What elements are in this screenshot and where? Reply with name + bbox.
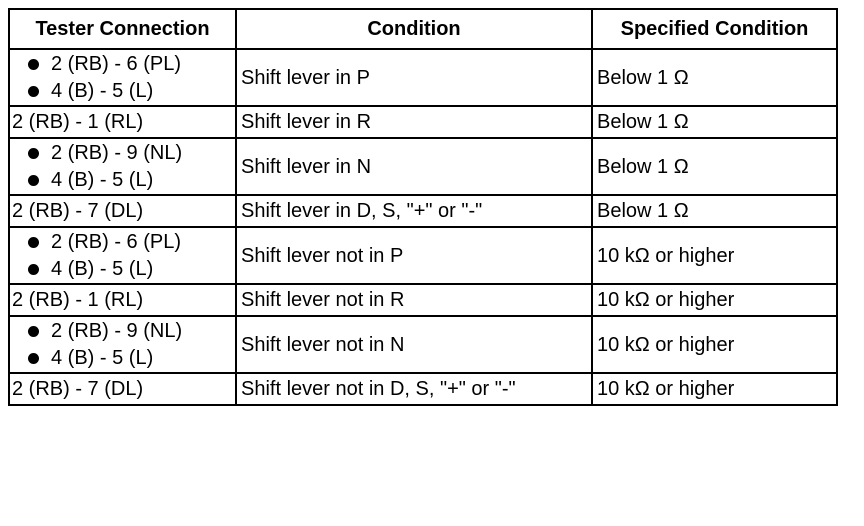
connection-text: 4 (B) - 5 (L) [51,258,154,280]
table-body [9,49,837,405]
condition-cell: Shift lever in D, S, "+" or "-" [236,195,592,227]
condition-cell: Shift lever in N [236,138,592,195]
tester-connection-cell [9,49,236,106]
connection-item [28,229,231,256]
tester-connection-cell [9,106,236,138]
table-header [9,9,837,49]
table-row [9,316,837,373]
connection-text: 2 (RB) - 1 (RL) [12,111,144,133]
connection-list [14,51,231,105]
bullet-dot-icon [28,175,39,186]
connection-item [28,51,231,78]
specified-condition-cell: 10 kΩ or higher [592,227,837,284]
connection-text: 4 (B) - 5 (L) [51,347,154,369]
table-row [9,373,837,405]
connection-text: 2 (RB) - 6 (PL) [51,53,182,75]
connection-item [28,345,231,372]
condition-cell: Shift lever in R [236,106,592,138]
header-row [9,9,837,49]
bullet-dot-icon [28,59,39,70]
table-row [9,106,837,138]
connection-text: 2 (RB) - 9 (NL) [51,142,183,164]
specified-condition-cell: 10 kΩ or higher [592,373,837,405]
tester-connection-cell [9,138,236,195]
connection-text: 4 (B) - 5 (L) [51,169,154,191]
table-row [9,227,837,284]
connection-item [28,167,231,194]
header-specified-condition: Specified Condition [592,9,837,49]
connection-item [28,256,231,283]
tester-connection-cell [9,373,236,405]
table-row [9,49,837,106]
condition-cell: Shift lever not in P [236,227,592,284]
specified-condition-cell: Below 1 Ω [592,138,837,195]
condition-cell: Shift lever not in R [236,284,592,316]
connection-list [14,229,231,283]
connection-text: 2 (RB) - 1 (RL) [12,289,144,311]
connection-item [28,140,231,167]
bullet-dot-icon [28,326,39,337]
tester-connection-cell [9,316,236,373]
condition-cell: Shift lever not in D, S, "+" or "-" [236,373,592,405]
specified-condition-cell: 10 kΩ or higher [592,316,837,373]
specified-condition-cell: Below 1 Ω [592,49,837,106]
tester-connection-cell [9,195,236,227]
connection-text: 2 (RB) - 9 (NL) [51,320,183,342]
connection-list [14,318,231,372]
connection-text: 2 (RB) - 7 (DL) [12,200,144,222]
table-row [9,195,837,227]
specified-condition-cell: Below 1 Ω [592,106,837,138]
bullet-dot-icon [28,353,39,364]
spec-table [8,8,838,406]
connection-list [14,140,231,194]
connection-item [28,318,231,345]
header-condition: Condition [236,9,592,49]
table-row [9,138,837,195]
bullet-dot-icon [28,264,39,275]
tester-connection-cell [9,227,236,284]
connection-item [28,78,231,105]
specified-condition-cell: 10 kΩ or higher [592,284,837,316]
table-row [9,284,837,316]
condition-cell: Shift lever not in N [236,316,592,373]
condition-cell: Shift lever in P [236,49,592,106]
bullet-dot-icon [28,237,39,248]
tester-connection-cell [9,284,236,316]
specified-condition-cell: Below 1 Ω [592,195,837,227]
bullet-dot-icon [28,86,39,97]
connection-text: 4 (B) - 5 (L) [51,80,154,102]
bullet-dot-icon [28,148,39,159]
connection-text: 2 (RB) - 7 (DL) [12,378,144,400]
connection-text: 2 (RB) - 6 (PL) [51,231,182,253]
header-tester-connection: Tester Connection [9,9,236,49]
